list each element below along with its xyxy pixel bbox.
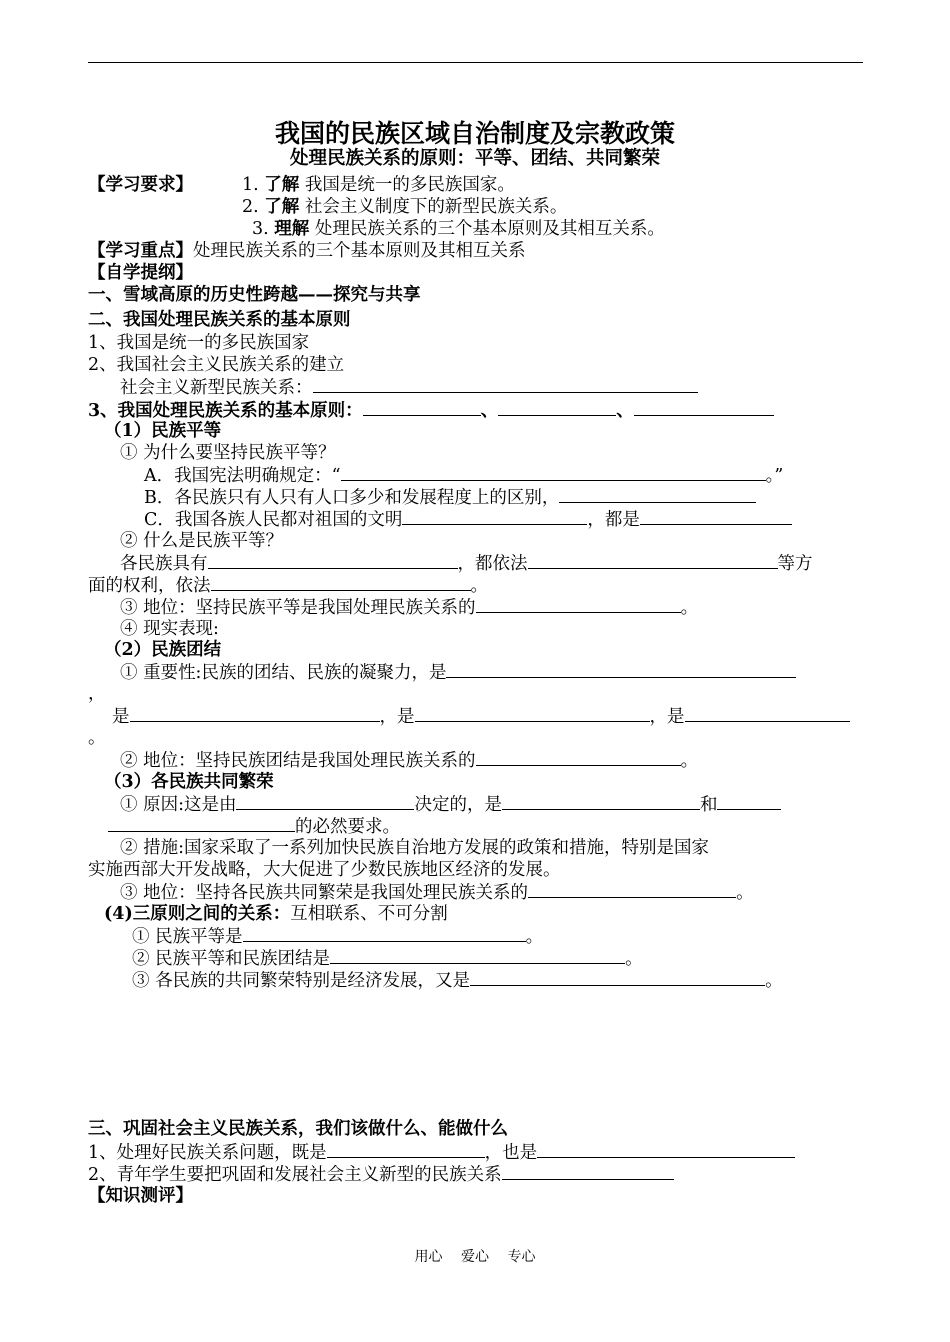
question-line: ① 为什么要坚持民族平等？ <box>120 443 336 463</box>
focus-label: 【学习重点】 <box>88 241 193 261</box>
answer-blank[interactable] <box>341 464 766 481</box>
fill-line <box>120 596 698 619</box>
answer-blank[interactable] <box>470 969 765 986</box>
footer-text: 专心 <box>507 1249 536 1265</box>
separator: 、 <box>616 401 634 421</box>
text-line: ② 措施:国家采取了一系列加快民族自治地方发展的政策和措施，特别是国家 <box>120 838 709 858</box>
requirement-item <box>252 218 665 240</box>
fill-line <box>120 881 754 904</box>
answer-blank[interactable] <box>415 705 650 722</box>
page-footer <box>0 1248 950 1266</box>
prompt-text: ① 民族平等是 <box>132 927 243 947</box>
focus-text: 处理民族关系的三个基本原则及其相互关系 <box>193 241 526 261</box>
fill-line <box>132 925 543 948</box>
prompt-text: ③ 地位：坚持民族平等是我国处理民族关系的 <box>120 598 476 618</box>
fill-line <box>120 376 698 399</box>
prompt-text: C．我国各族人民都对祖国的文明 <box>144 510 403 530</box>
item-number: 1. <box>242 175 259 195</box>
fill-line <box>88 574 488 597</box>
fill-line <box>132 969 783 992</box>
prompt-text: 社会主义新型民族关系： <box>120 378 313 398</box>
section-heading-3: 三、巩固社会主义民族关系，我们该做什么、能做什么 <box>88 1119 508 1139</box>
prompt-text: 决定的，是 <box>414 795 502 815</box>
prompt-text: 面的权利，依法 <box>88 576 211 596</box>
fill-line <box>108 815 400 838</box>
item-verb: 理解 <box>274 219 310 239</box>
punctuation: 。 <box>736 883 754 903</box>
prompt-text: ① 原因:这是由 <box>120 795 237 815</box>
fill-line <box>120 749 698 772</box>
fill-line <box>88 1141 795 1164</box>
text-line: ④ 现实表现: <box>120 619 219 639</box>
footer-text: 爱心 <box>461 1249 489 1265</box>
fill-line <box>112 705 850 728</box>
answer-blank[interactable] <box>640 508 792 525</box>
requirement-item <box>242 196 567 218</box>
punctuation: 。 <box>680 598 699 618</box>
subsection-heading <box>104 903 448 925</box>
fill-line <box>120 793 781 816</box>
answer-blank[interactable] <box>363 399 481 416</box>
answer-blank[interactable] <box>446 661 796 678</box>
punctuation: 。 <box>88 728 106 748</box>
fill-line <box>120 661 796 684</box>
outline-label: 【自学提纲】 <box>88 263 193 283</box>
header-rule <box>88 62 863 63</box>
prompt-text: ，是 <box>379 707 415 727</box>
fill-line <box>88 399 774 422</box>
item-text: 我国是统一的多民族国家。 <box>304 175 515 195</box>
text-line: 2、我国社会主义民族关系的建立 <box>88 355 345 375</box>
prompt-text: 3、我国处理民族关系的基本原则： <box>88 401 363 421</box>
answer-blank[interactable] <box>211 574 471 591</box>
section-heading-2: 二、我国处理民族关系的基本原则 <box>88 310 351 330</box>
answer-blank[interactable] <box>236 793 414 810</box>
fill-line <box>132 947 643 970</box>
requirements-label: 【学习要求】 <box>88 175 193 195</box>
answer-blank[interactable] <box>130 705 380 722</box>
text-line: 实施西部大开发战略，大大促进了少数民族地区经济的发展。 <box>88 860 561 880</box>
answer-blank[interactable] <box>476 749 681 766</box>
fill-line <box>120 552 813 575</box>
test-label: 【知识测评】 <box>88 1186 193 1206</box>
page-title: 我国的民族区域自治制度及宗教政策 <box>274 119 675 148</box>
heading-text: 互相联系、不可分割 <box>290 904 448 924</box>
subsection-heading: （1）民族平等 <box>104 421 222 441</box>
item-number: 2. <box>242 197 259 217</box>
item-verb: 了解 <box>264 197 300 217</box>
prompt-text: 的必然要求。 <box>295 817 400 837</box>
answer-blank[interactable] <box>313 376 698 393</box>
item-text: 社会主义制度下的新型民族关系。 <box>304 197 568 217</box>
punctuation: 。 <box>525 927 544 947</box>
focus-line <box>88 240 526 262</box>
prompt-text: B．各民族只有人只有人口多少和发展程度上的区别， <box>144 488 560 508</box>
answer-blank[interactable] <box>502 1163 674 1180</box>
separator: 、 <box>480 401 499 421</box>
fill-line <box>144 486 756 509</box>
punctuation: ， <box>88 684 106 704</box>
answer-blank[interactable] <box>330 947 625 964</box>
answer-blank[interactable] <box>528 552 778 569</box>
prompt-text: ，都依法 <box>457 554 528 574</box>
subsection-heading: （3）各民族共同繁荣 <box>104 772 274 792</box>
answer-blank[interactable] <box>243 925 526 942</box>
punctuation: 。” <box>765 466 784 486</box>
punctuation: 。 <box>680 751 699 771</box>
answer-blank[interactable] <box>528 881 736 898</box>
requirement-item <box>242 174 515 196</box>
answer-blank[interactable] <box>559 486 756 503</box>
answer-blank[interactable] <box>685 705 850 722</box>
item-text: 处理民族关系的三个基本原则及其相互关系。 <box>314 219 665 239</box>
punctuation: 。 <box>765 971 783 991</box>
answer-blank[interactable] <box>208 552 458 569</box>
prompt-text: A．我国宪法明确规定：“ <box>144 466 341 486</box>
answer-blank[interactable] <box>634 399 774 416</box>
heading-bold: (4)三原则之间的关系： <box>104 904 291 924</box>
page-subtitle: 处理民族关系的原则：平等、团结、共同繁荣 <box>289 148 660 169</box>
answer-blank[interactable] <box>498 399 616 416</box>
section-heading-1: 一、雪域高原的历史性跨越——探究与共享 <box>88 285 421 305</box>
answer-blank[interactable] <box>537 1141 795 1158</box>
footer-text: 用心 <box>414 1249 443 1265</box>
question-line: ② 什么是民族平等？ <box>120 531 284 551</box>
prompt-text: ③ 各民族的共同繁荣特别是经济发展，又是 <box>132 971 471 991</box>
prompt-text: ，是 <box>649 707 685 727</box>
prompt-text: ，也是 <box>484 1143 538 1163</box>
prompt-text: 1、处理好民族关系问题，既是 <box>88 1143 327 1163</box>
prompt-text: 是 <box>112 707 130 727</box>
fill-line <box>144 464 783 487</box>
subsection-heading: （2）民族团结 <box>104 640 222 660</box>
answer-blank[interactable] <box>502 793 700 810</box>
prompt-text: ③ 地位：坚持各民族共同繁荣是我国处理民族关系的 <box>120 883 529 903</box>
prompt-text: 2、青年学生要把巩固和发展社会主义新型的民族关系 <box>88 1165 502 1185</box>
prompt-text: ② 民族平等和民族团结是 <box>132 949 331 969</box>
answer-blank[interactable] <box>108 815 295 832</box>
prompt-text: ① 重要性:民族的团结、民族的凝聚力，是 <box>120 663 447 683</box>
punctuation: 。 <box>625 949 643 969</box>
answer-blank[interactable] <box>327 1141 485 1158</box>
fill-line <box>88 1163 674 1186</box>
prompt-text: ，都是 <box>587 510 640 530</box>
answer-blank[interactable] <box>476 596 681 613</box>
answer-blank[interactable] <box>717 793 781 810</box>
text-line: 1、我国是统一的多民族国家 <box>88 333 310 353</box>
punctuation: 。 <box>470 576 488 596</box>
fill-line <box>144 508 792 531</box>
prompt-text: 各民族具有 <box>120 554 208 574</box>
prompt-text: 和 <box>699 795 718 815</box>
answer-blank[interactable] <box>402 508 587 525</box>
prompt-text: ② 地位：坚持民族团结是我国处理民族关系的 <box>120 751 476 771</box>
item-number: 3. <box>252 219 269 239</box>
item-verb: 了解 <box>264 175 300 195</box>
prompt-text: 等方 <box>777 554 813 574</box>
